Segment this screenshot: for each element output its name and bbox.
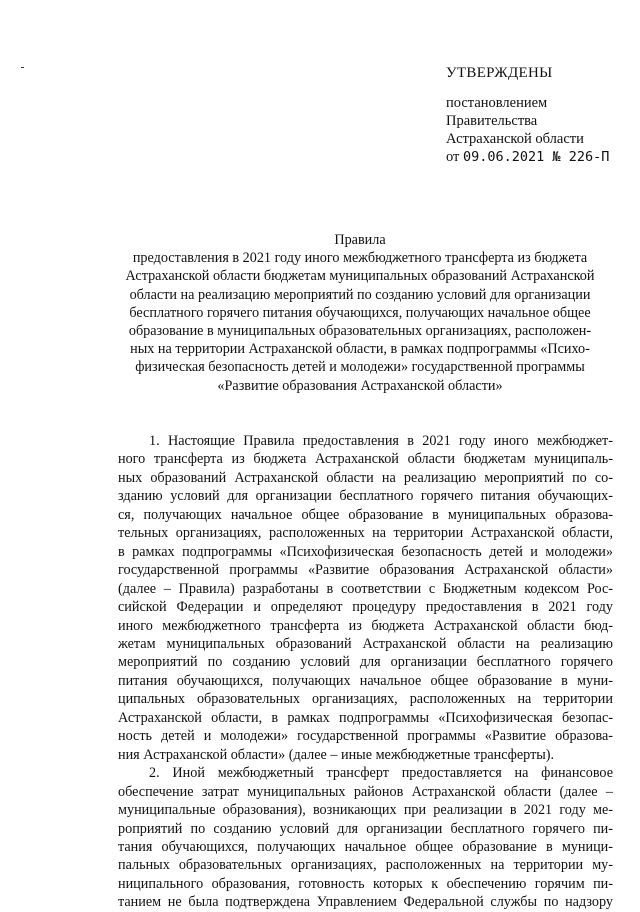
title-word: Правила (334, 232, 386, 248)
body-line: ного трансферта из бюджета Астраханской области бюджетам муниципаль- (118, 451, 613, 468)
body-line: мероприятий по созданию условий для организации бесплатного горячего (118, 654, 613, 671)
approval-line-2: Правительства (446, 113, 538, 129)
body-line: тания обучающихся, получающих начальное общее образование в муници- (118, 838, 613, 855)
approval-stamp (446, 64, 636, 166)
document-title (100, 231, 620, 395)
approval-line-1: постановлением (446, 95, 548, 111)
body-line: ных образований Астраханской области на реализацию мероприятий по со- (118, 469, 613, 486)
body-line: ния Астраханской области» (далее – иные межбюджетные трансферты). (118, 746, 555, 763)
approval-date-line (446, 148, 636, 166)
approval-date-prefix: от (446, 149, 460, 165)
title-line: физическая безопасность детей и молодежи» государственной программы (135, 359, 585, 376)
body-line: ность детей и молодежи» государственной программы «Развитие образова- (118, 728, 613, 745)
body-line: ниципального образования, готовность которых к обеспечению горячим пи- (118, 875, 613, 892)
body-line: государственной программы «Развитие образования Астраханской области» (118, 562, 613, 579)
body-line: Астраханской области, в рамках подпрограммы «Психофизическая безопас- (118, 709, 613, 726)
body-line: обеспечение затрат муниципальных районов Астраханской области (далее – (118, 783, 613, 800)
body-line: питания обучающихся, получающих начальное общее образование в муни- (118, 672, 613, 689)
paragraph-2 (118, 764, 613, 912)
body-line: сийской Федерации и определяют процедуру предоставления в 2021 году (118, 599, 613, 616)
body-line: муниципальные образования), возникающих при реализации в 2021 году ме- (118, 802, 613, 819)
body-line: (далее – Правила) разработаны в соответствии с Бюджетным кодексом Рос- (118, 580, 613, 597)
body-line: пальных образовательных организациях, расположенных на территории му- (118, 857, 613, 874)
body-line: 1. Настоящие Правила предоставления в 2021 году иного межбюджет- (149, 433, 613, 449)
body-line: иного межбюджетного трансферта из бюджета Астраханской области бюд- (118, 617, 613, 634)
title-line: «Развитие образования Астраханской области» (217, 377, 503, 394)
scan-speck (21, 67, 24, 68)
title-line: области на реализацию мероприятий по созданию условий для организации (129, 286, 591, 303)
title-line: образование в муниципальных образовательных организациях, расположен- (128, 323, 592, 340)
body-line: жетам муниципальных образований Астраханской области на реализацию (118, 635, 613, 652)
body-line: 2. Иной межбюджетный трансферт предоставляется на финансовое (149, 765, 613, 782)
title-line: Астраханской области бюджетам муниципальных образований Астраханской (125, 268, 595, 285)
approval-line-3: Астраханской области (446, 131, 584, 147)
body-line: ся, получающих начальное общее образование в муниципальных образова- (118, 506, 613, 523)
document-body (118, 432, 613, 912)
title-line: предоставления в 2021 году иного межбюджетного трансферта из бюджета (132, 250, 588, 267)
approval-heading: УТВЕРЖДЕНЫ (446, 65, 553, 81)
body-line: в рамках подпрограммы «Психофизическая безопасность детей и молодежи» (118, 543, 613, 560)
body-line: зданию условий для организации бесплатного горячего питания обучающих- (118, 488, 613, 505)
body-line: тельных организациях, расположенных на территории Астраханской области, (118, 525, 613, 542)
approval-date-number: 09.06.2021 № 226-П (463, 149, 610, 165)
paragraph-1 (118, 432, 613, 764)
title-line: бесплатного горячего питания обучающихся, получающих начальное общее (129, 304, 591, 321)
body-line: ципальных образовательных организациях, расположенных на территории (118, 691, 613, 708)
title-line: ных на территории Астраханской области, в рамках подпрограммы «Психо- (130, 341, 590, 358)
body-line: танием не была подтверждена Управлением Федеральной службы по надзору (118, 894, 613, 911)
body-line: роприятий по созданию условий для организации бесплатного горячего пи- (118, 820, 613, 837)
